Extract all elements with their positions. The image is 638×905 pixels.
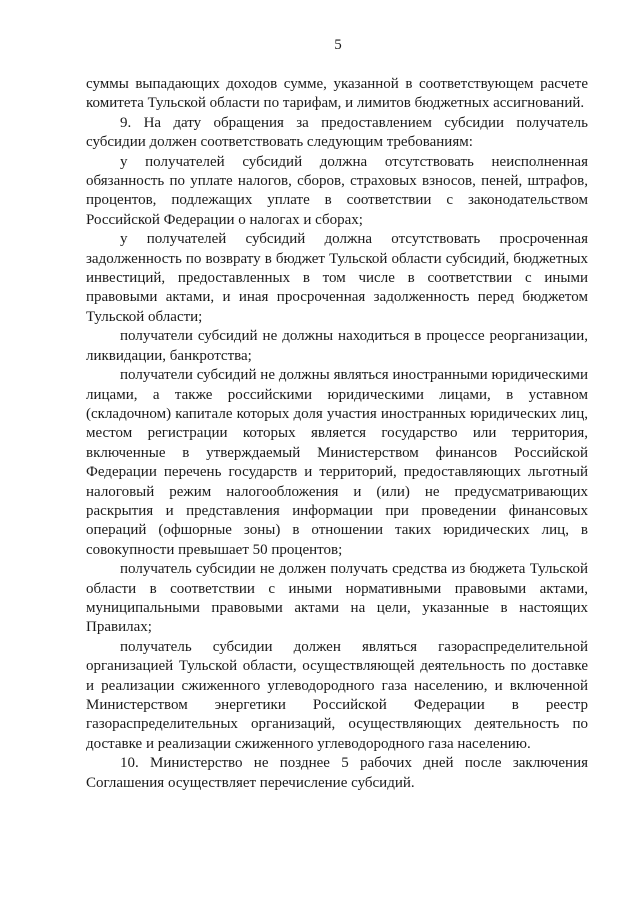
paragraph-no-other-funds: получатель субсидии не должен получать средства из бюджета Тульской области в соответствии с иными нормативными правовыми актами, муниципальными правовыми актами на цели, указанные в настоящих Правилах; <box>86 561 588 636</box>
paragraph-no-overdue-debt: у получателей субсидий должна отсутствовать просроченная задолженность по возврату в бюджет Тульской области субсидий, бюджетных инвестиций, предоставленных в том числе в соответствии с иными правовыми актами, и иная просроченная задолженность перед бюджетом Тульской области; <box>86 231 588 325</box>
paragraph-not-foreign-entity: получатели субсидий не должны являться иностранными юридическими лицами, а также российскими юридическими лицами, в уставном (складочном) капитале которых доля участия иностранных юридических лиц, местом регистрации которых является государство или территория, включенные в утверждаемый Министерством финансов Российской Федерации перечень государств и территорий, предоставляющих льготный налоговый режим налогообложения и (или) не предусматривающих раскрытия и представления информации при проведении финансовых операций (офшорные зоны) в отношении таких юридических лиц, в совокупности превышает 50 процентов; <box>86 367 588 558</box>
paragraph-no-tax-debt: у получателей субсидий должна отсутствовать неисполненная обязанность по уплате налогов, сборов, страховых взносов, пеней, штрафов, процентов, подлежащих уплате в соответствии с законодательством Российской Федерации о налогах и сборах; <box>86 153 588 228</box>
paragraph-budget-limits: суммы выпадающих доходов сумме, указанной в соответствующем расчете комитета Тульской области по тарифам, и лимитов бюджетных ассигнований. <box>86 76 588 112</box>
page-number: 5 <box>334 37 342 53</box>
paragraph-clause-10: 10. Министерство не позднее 5 рабочих дней после заключения Соглашения осуществляет перечисление субсидий. <box>86 755 588 791</box>
paragraph-gas-distribution-org: получатель субсидии должен являться газораспределительной организацией Тульской области, осуществляющей деятельность по доставке и реализации сжиженного углеводородного газа населению, и включенной Министерством энергетики Российской Федерации в реестр газораспределительных организаций, осуществляющих деятельность по доставке и реализации сжиженного углеводородного газа населению. <box>86 638 588 752</box>
paragraph-no-reorganization: получатели субсидий не должны находиться в процессе реорганизации, ликвидации, банкротства; <box>86 328 588 364</box>
paragraph-clause-9: 9. На дату обращения за предоставлением субсидии получатель субсидии должен соответствовать следующим требованиям: <box>86 114 588 151</box>
